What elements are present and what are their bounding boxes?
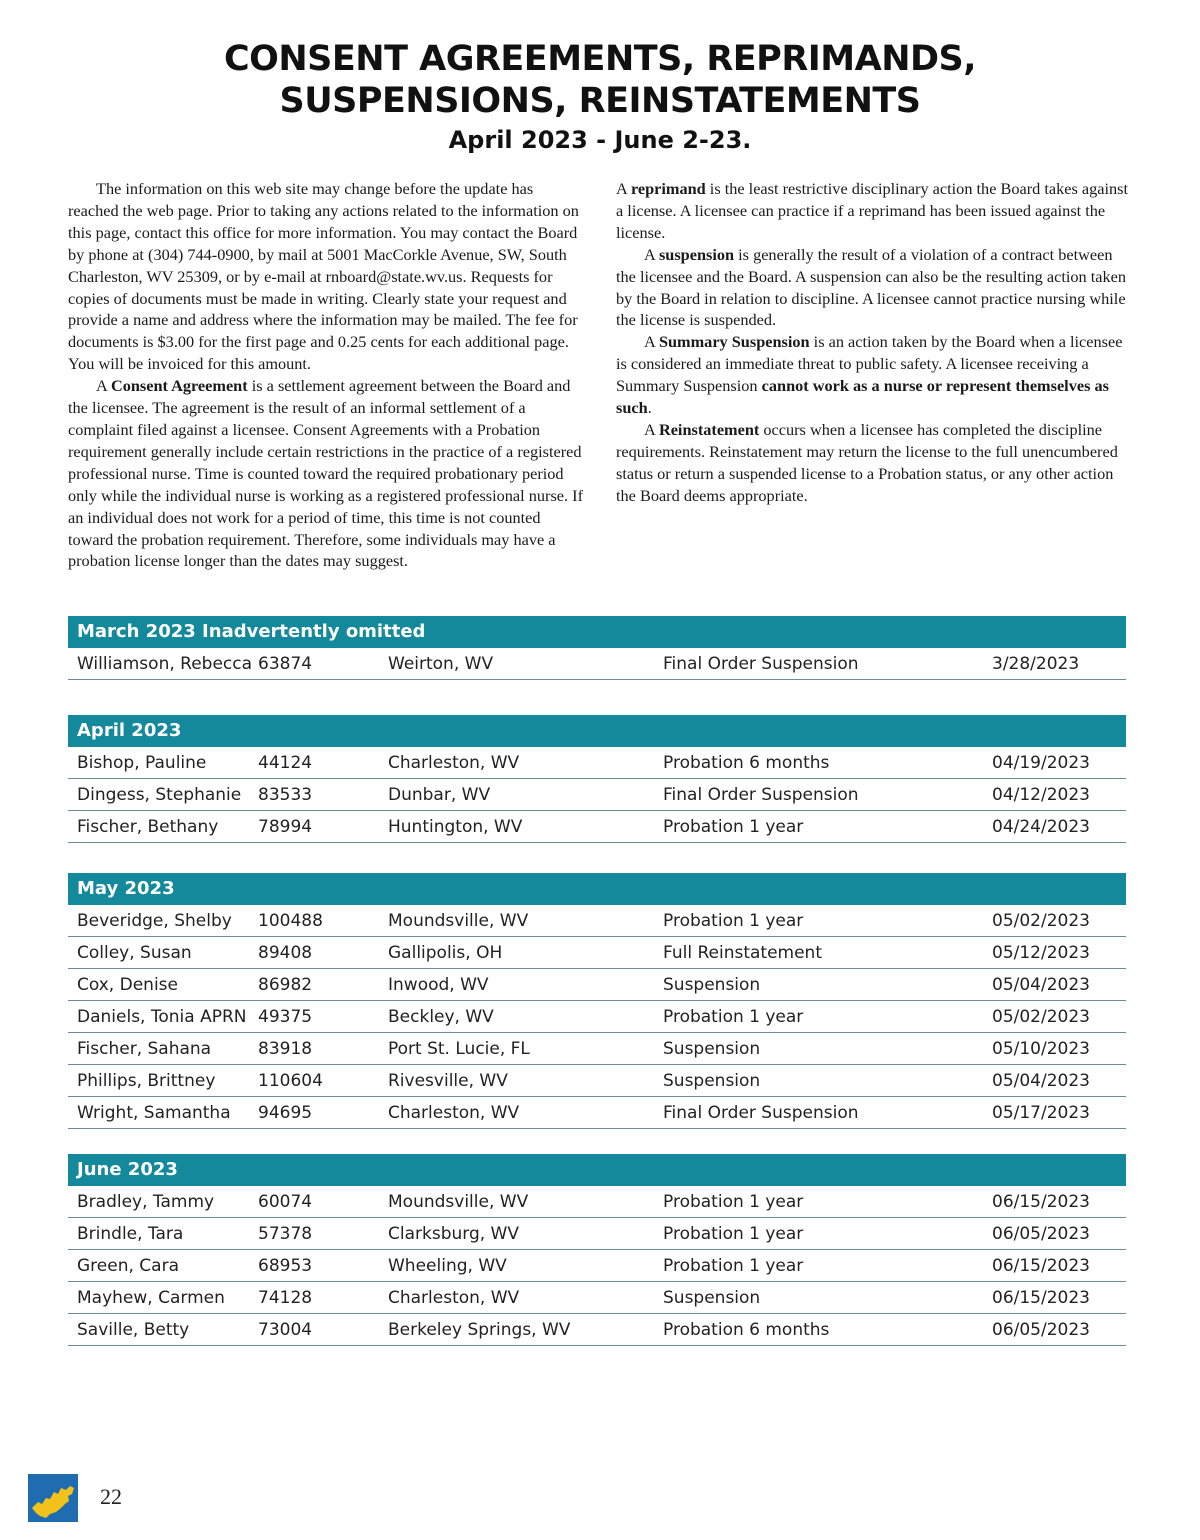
licensee-city: Weirton, WV [388,654,494,674]
section-header: April 2023 [68,715,1126,747]
text-run: A [644,332,659,352]
action-date: 3/28/2023 [992,654,1080,674]
text-run: reprimand [630,179,706,198]
licensee-name: Phillips, Brittney [77,1071,216,1091]
action-date: 06/15/2023 [992,1256,1090,1276]
license-number: 57378 [258,1224,313,1244]
text-run: is a settlement agreement between the Board and the licensee. The agreement is the result of an informal settlement of a complaint filed against a licensee. Consent Agreements with a Probation requirement generally include certain restrictions in the practice of a registered professional nurse. Time is counted toward the required probationary period only while the individual nurse is working as a registered professional nurse. If an individual does not work for a period of time, this time is not counted toward the probation requirement. Therefore, some individuals may have a probation license longer than the dates may suggest. [68,376,583,571]
table-row [68,1186,1126,1218]
action-date: 05/02/2023 [992,911,1090,931]
term-summary-suspension: Summary Suspension [658,332,810,352]
license-number: 63874 [258,654,313,674]
licensee-city: Moundsville, WV [388,1192,529,1212]
licensee-name: Cox, Denise [77,975,178,995]
text-run: A [96,376,111,396]
license-number: 83533 [258,785,313,805]
licensee-city: Inwood, WV [388,975,489,995]
text-run: A [644,419,659,439]
term-reinstatement: Reinstatement [658,419,760,439]
disciplinary-action: Probation 1 year [663,1224,804,1244]
licensee-city: Moundsville, WV [388,911,529,931]
term-consent-agreement: Consent Agreement [110,376,248,396]
table-row [68,905,1126,937]
disciplinary-action: Final Order Suspension [663,785,859,805]
table-row [68,969,1126,1001]
action-date: 06/15/2023 [992,1288,1090,1308]
license-number: 110604 [258,1071,323,1091]
suspension-paragraph [616,244,1132,332]
license-number: 78994 [258,817,313,837]
action-date: 06/05/2023 [992,1320,1090,1340]
intro-column-right [616,178,1132,507]
table-row [68,1250,1126,1282]
license-number: 83918 [258,1039,313,1059]
licensee-city: Charleston, WV [388,1288,520,1308]
text-run: A [644,244,659,264]
page-title-line-2: SUSPENSIONS, REINSTATEMENTS [279,81,921,121]
disciplinary-action: Suspension [663,1288,761,1308]
action-date: 04/24/2023 [992,817,1090,837]
action-date: 05/04/2023 [992,1071,1090,1091]
license-number: 44124 [258,753,313,773]
licensee-name: Bishop, Pauline [77,753,207,773]
licensee-name: Daniels, Tonia APRN [77,1007,247,1027]
disciplinary-action: Final Order Suspension [663,654,859,674]
licensee-name: Wright, Samantha [77,1103,231,1123]
license-number: 94695 [258,1103,313,1123]
license-number: 49375 [258,1007,313,1027]
disciplinary-action: Final Order Suspension [663,1103,859,1123]
disciplinary-action: Probation 1 year [663,911,804,931]
page-subtitle: April 2023 - June 2-23. [448,126,752,154]
table-row [68,1097,1126,1129]
action-date: 06/15/2023 [992,1192,1090,1212]
disciplinary-action: Full Reinstatement [663,943,823,963]
licensee-city: Huntington, WV [388,817,523,837]
intro-paragraph: The information on this web site may change before the update has reached the web page. Prior to taking any actions related to the information on this page, contact this office for more information. You may contact the Board by phone at (304) 744-0900, by mail at 5001 MacCorkle Avenue, SW, South Charleston, WV 25309, or by e-mail at rnboard@state.wv.us. Requests for copies of documents must be made in writing. Clearly state your request and provide a name and address where the information may be mailed. The fee for documents is $3.00 for the first page and 0.25 cents for each additional page. You will be invoiced for this amount. [68,179,579,374]
licensee-name: Saville, Betty [77,1320,190,1340]
action-date: 05/02/2023 [992,1007,1090,1027]
disciplinary-action: Probation 6 months [663,753,830,773]
section-header: June 2023 [68,1154,1126,1186]
table-row [68,811,1126,843]
disciplinary-action: Suspension [663,1039,761,1059]
section-header: May 2023 [68,873,1126,905]
table-row [68,1218,1126,1250]
section-0 [68,616,1126,680]
license-number: 60074 [258,1192,313,1212]
action-date: 05/12/2023 [992,943,1090,963]
section-3 [68,1154,1126,1346]
licensee-name: Brindle, Tara [77,1224,184,1244]
licensee-city: Wheeling, WV [388,1256,507,1276]
disciplinary-action: Probation 1 year [663,817,804,837]
action-date: 04/12/2023 [992,785,1090,805]
action-date: 05/10/2023 [992,1039,1090,1059]
page-number: 22 [100,1484,122,1509]
licensee-name: Colley, Susan [77,943,192,963]
licensee-name: Green, Cara [77,1256,179,1276]
summary-suspension-paragraph [616,331,1132,419]
table-row [68,1282,1126,1314]
section-1 [68,715,1126,843]
licensee-city: Gallipolis, OH [388,943,503,963]
disciplinary-action: Suspension [663,1071,761,1091]
summary-suspension-restriction: cannot work as a nurse or represent themselves as such [616,376,1109,418]
text-run: is an action taken by the Board when a licensee is considered an immediate threat to public safety. A licensee receiving a Summary Suspension [616,332,1123,396]
intro-column-left [68,178,584,572]
west-virginia-state-icon [28,1474,78,1522]
licensee-name: Mayhew, Carmen [77,1288,225,1308]
reinstatement-paragraph [616,419,1132,507]
page-title-line-1: CONSENT AGREEMENTS, REPRIMANDS, [223,39,977,79]
text-run: occurs when a licensee has completed the discipline requirements. Reinstatement may return the license to the full unencumbered status or return a suspended license to a Probation status, or any other action the Board deems appropriate. [616,419,1118,505]
licensee-city: Rivesville, WV [388,1071,508,1091]
license-number: 68953 [258,1256,313,1276]
action-date: 04/19/2023 [992,753,1090,773]
licensee-name: Fischer, Sahana [77,1039,212,1059]
table-row [68,747,1126,779]
text-run: A [616,179,631,198]
table-row [68,937,1126,969]
table-row [68,1065,1126,1097]
license-number: 100488 [258,911,323,931]
licensee-city: Berkeley Springs, WV [388,1320,571,1340]
licensee-name: Williamson, Rebecca [77,654,253,674]
licensee-name: Fischer, Bethany [77,817,219,837]
page-title [0,38,1200,122]
table-row [68,1001,1126,1033]
table-row [68,648,1126,680]
action-date: 05/17/2023 [992,1103,1090,1123]
table-row [68,779,1126,811]
licensee-name: Dingess, Stephanie [77,785,242,805]
license-number: 74128 [258,1288,313,1308]
disciplinary-action: Probation 1 year [663,1256,804,1276]
reprimand-paragraph [616,178,1132,244]
licensee-city: Dunbar, WV [388,785,491,805]
table-row [68,1033,1126,1065]
licensee-name: Beveridge, Shelby [77,911,232,931]
disciplinary-action: Probation 1 year [663,1192,804,1212]
disciplinary-action: Suspension [663,975,761,995]
license-number: 73004 [258,1320,313,1340]
license-number: 89408 [258,943,313,963]
action-date: 06/05/2023 [992,1224,1090,1244]
licensee-city: Port St. Lucie, FL [388,1039,530,1059]
action-date: 05/04/2023 [992,975,1090,995]
table-row [68,1314,1126,1346]
licensee-name: Bradley, Tammy [77,1192,215,1212]
disciplinary-action: Probation 6 months [663,1320,830,1340]
licensee-city: Charleston, WV [388,1103,520,1123]
text-run: is the least restrictive disciplinary action the Board takes against a license. A licensee can practice if a reprimand has been issued against the license. [616,179,1128,242]
text-run: . [647,398,652,418]
licensee-city: Clarksburg, WV [388,1224,519,1244]
consent-agreement-paragraph [68,375,584,572]
term-suspension: suspension [658,244,735,264]
license-number: 86982 [258,975,313,995]
licensee-city: Charleston, WV [388,753,520,773]
section-2 [68,873,1126,1129]
text-run: is generally the result of a violation of a contract between the licensee and the Board. A suspension can also be the resulting action taken by the Board in relation to discipline. A licensee cannot practice nursing while the license is suspended. [616,244,1127,330]
section-header: March 2023 Inadvertently omitted [68,616,1126,648]
licensee-city: Beckley, WV [388,1007,494,1027]
disciplinary-action: Probation 1 year [663,1007,804,1027]
